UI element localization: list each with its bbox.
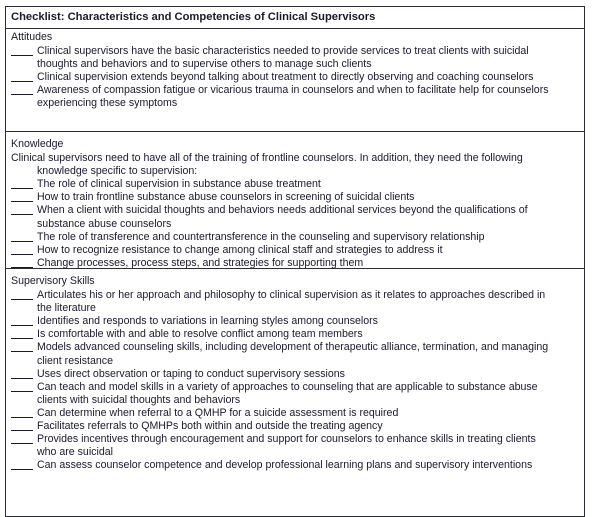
checklist-item-text	[37, 420, 579, 433]
checkbox-blank-line[interactable]	[11, 257, 33, 268]
checklist-item-line: experiencing these symptoms	[37, 97, 178, 110]
checklist-item-line: client resistance	[37, 354, 113, 367]
checklist-item-line: The role of transference and countertransference in the counseling and supervisory relationship	[37, 230, 485, 243]
checklist-item-text	[37, 381, 579, 407]
checklist-item-line: How to recognize resistance to change among clinical staff and strategies to address it	[37, 243, 443, 256]
checklist-item-line: Can determine when referral to a QMHP for a suicide assessment is required	[37, 406, 399, 419]
checklist-item	[11, 84, 579, 110]
checklist-item-line: Can assess counselor competence and develop professional learning plans and supervisory interventions	[37, 459, 533, 472]
checklist-item-text	[37, 341, 579, 367]
checkbox-blank-line[interactable]	[11, 178, 33, 189]
supervisory-skills-heading: Supervisory Skills	[11, 275, 95, 287]
knowledge-section	[6, 132, 584, 269]
checklist-item	[11, 459, 579, 472]
checklist-item-line: Can teach and model skills in a variety of approaches to counseling that are applicable to substance abuse	[37, 380, 538, 393]
checklist-item-line: the literature	[37, 302, 96, 315]
checklist-item	[11, 420, 579, 433]
checklist-item-text	[37, 315, 579, 328]
checkbox-blank-line[interactable]	[11, 407, 33, 418]
checklist-item-line: Is comfortable with and able to resolve conflict among team members	[37, 328, 363, 341]
checkbox-blank-line[interactable]	[11, 84, 33, 95]
checklist-item-text	[37, 178, 579, 191]
checklist-item-line: The role of clinical supervision in substance abuse treatment	[37, 178, 321, 191]
checklist-item-line: thoughts and behaviors and to supervise others to manage such clients	[37, 58, 372, 71]
checklist-item-text	[37, 257, 579, 270]
checklist-item-line: who are suicidal	[37, 446, 113, 459]
checklist-item-text	[37, 45, 579, 71]
checklist-item-text	[37, 191, 579, 204]
checklist-item-text	[37, 84, 579, 110]
checklist-item	[11, 71, 579, 84]
checkbox-blank-line[interactable]	[11, 420, 33, 431]
checkbox-blank-line[interactable]	[11, 381, 33, 392]
checklist-title: Checklist: Characteristics and Competencies of Clinical Supervisors	[6, 7, 584, 29]
checklist-item	[11, 407, 579, 420]
checklist-item-text	[37, 71, 579, 84]
checklist-item	[11, 191, 579, 204]
checkbox-blank-line[interactable]	[11, 315, 33, 326]
checklist-item-line: Articulates his or her approach and philosophy to clinical supervision as it relates to approaches described in	[37, 289, 546, 302]
checklist-item-text	[37, 368, 579, 381]
checkbox-blank-line[interactable]	[11, 71, 33, 82]
checklist-item-line: Identifies and responds to variations in learning styles among counselors	[37, 315, 378, 328]
checkbox-blank-line[interactable]	[11, 45, 33, 56]
checklist-item	[11, 231, 579, 244]
checklist-item	[11, 328, 579, 341]
checklist-item-line: Facilitates referrals to QMHPs both within and outside the treating agency	[37, 420, 383, 433]
checkbox-blank-line[interactable]	[11, 204, 33, 215]
checklist-item	[11, 381, 579, 407]
checklist-item-text	[37, 231, 579, 244]
checklist-item	[11, 257, 579, 270]
attitudes-section	[6, 29, 584, 132]
checkbox-blank-line[interactable]	[11, 433, 33, 444]
checkbox-blank-line[interactable]	[11, 341, 33, 352]
knowledge-intro-line-2: knowledge specific to supervision:	[37, 165, 198, 178]
checkbox-blank-line[interactable]	[11, 328, 33, 339]
supervisory-skills-section	[6, 269, 584, 516]
checkbox-blank-line[interactable]	[11, 368, 33, 379]
checklist-item-text	[37, 459, 579, 472]
attitudes-heading: Attitudes	[11, 31, 53, 43]
checklist-item-text	[37, 433, 579, 459]
checklist-item-line: Uses direct observation or taping to conduct supervisory sessions	[37, 367, 345, 380]
checkbox-blank-line[interactable]	[11, 289, 33, 300]
checklist-item	[11, 204, 579, 230]
supervisory-skills-items	[11, 289, 579, 472]
checklist-item	[11, 45, 579, 71]
checkbox-blank-line[interactable]	[11, 191, 33, 202]
checklist-item-text	[37, 204, 579, 230]
checklist-item	[11, 341, 579, 367]
checklist-item-line: How to train frontline substance abuse counselors in screening of suicidal clients	[37, 191, 415, 204]
knowledge-heading: Knowledge	[11, 138, 64, 150]
checklist-item-line: Awareness of compassion fatigue or vicarious trauma in counselors and when to facilitate help for counselors	[37, 84, 549, 97]
checklist-item-line: Clinical supervision extends beyond talking about treatment to directly observing and coaching counselors	[37, 71, 534, 84]
checklist-item-line: Provides incentives through encouragement and support for counselors to enhance skills in treating clients	[37, 433, 536, 446]
checklist-item-text	[37, 289, 579, 315]
checklist-item	[11, 244, 579, 257]
knowledge-items	[11, 178, 579, 270]
checklist-item-line: clients with suicidal thoughts and behaviors	[37, 393, 241, 406]
checklist-item	[11, 178, 579, 191]
checklist-table	[5, 6, 585, 517]
checklist-item-line: Clinical supervisors have the basic characteristics needed to provide services to treat clients with suicidal	[37, 45, 529, 58]
checklist-item-line: substance abuse counselors	[37, 217, 172, 230]
checklist-item-text	[37, 244, 579, 257]
checklist-item-text	[37, 328, 579, 341]
checkbox-blank-line[interactable]	[11, 231, 33, 242]
knowledge-intro-line-1: Clinical supervisors need to have all of the training of frontline counselors. In addition, they need the following	[11, 152, 523, 165]
checklist-item-line: When a client with suicidal thoughts and behaviors needs additional services beyond the qualifications of	[37, 204, 528, 217]
checkbox-blank-line[interactable]	[11, 244, 33, 255]
checkbox-blank-line[interactable]	[11, 459, 33, 470]
checklist-item	[11, 315, 579, 328]
checklist-item-text	[37, 407, 579, 420]
checklist-item	[11, 289, 579, 315]
checklist-item	[11, 368, 579, 381]
checklist-item-line: Change processes, process steps, and strategies for supporting them	[37, 256, 364, 269]
knowledge-intro	[11, 152, 579, 178]
attitudes-items	[11, 45, 579, 110]
checklist-item	[11, 433, 579, 459]
checklist-item-line: Models advanced counseling skills, including development of therapeutic alliance, termination, and managing	[37, 341, 549, 354]
